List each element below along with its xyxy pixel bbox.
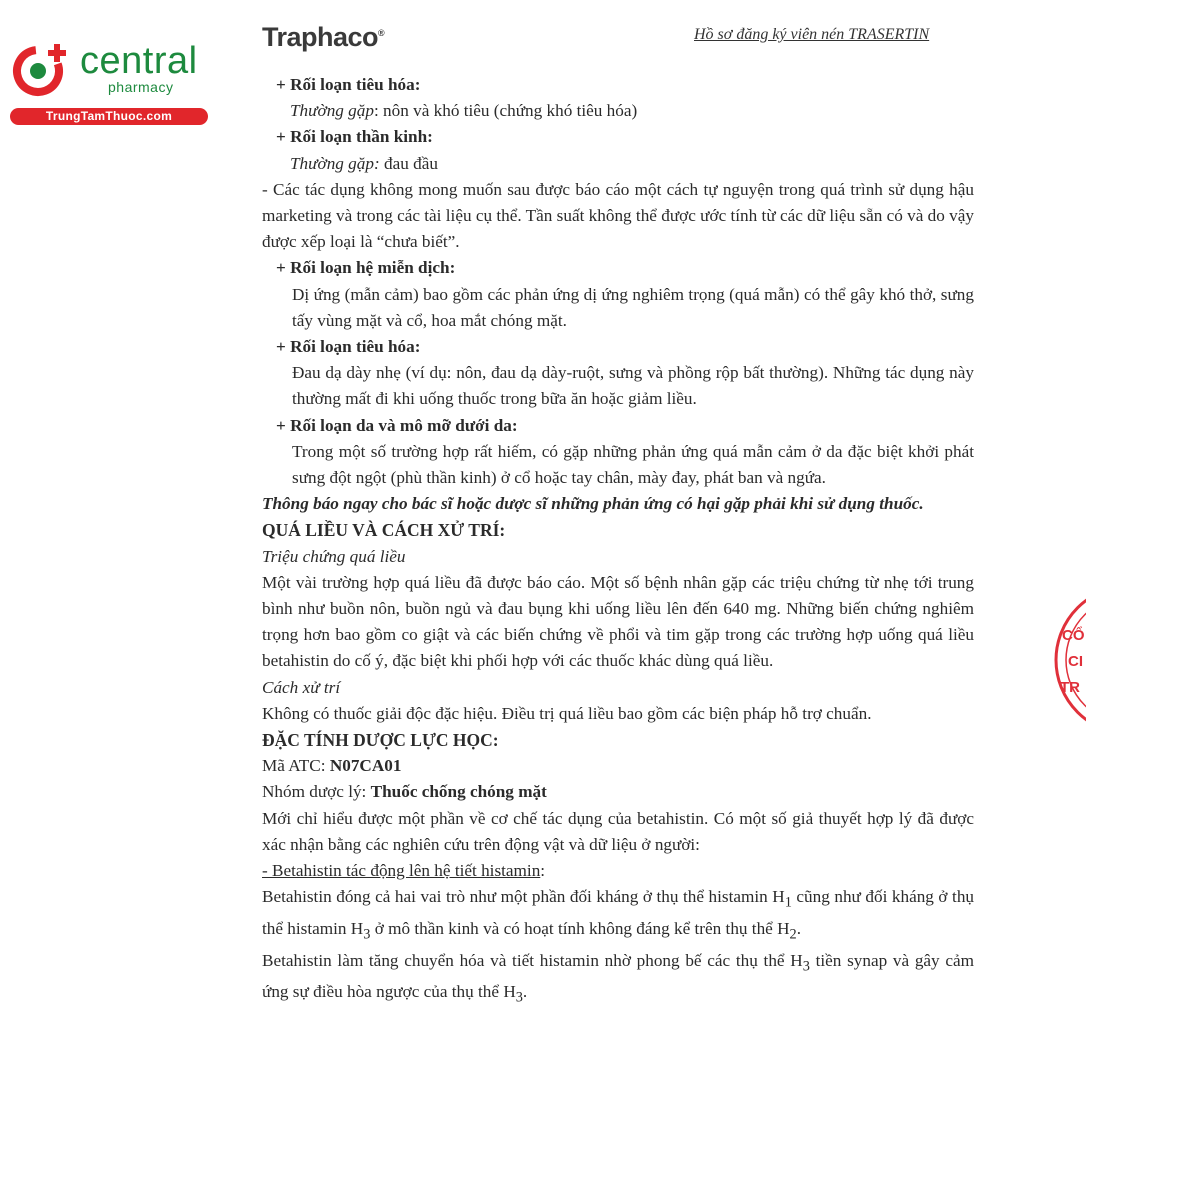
section-digestive-heading: + Rối loạn tiêu hóa: <box>276 75 421 94</box>
brand-title <box>262 22 384 53</box>
section-skin-text: Trong một số trường hợp rất hiếm, có gặp những phản ứng quá mẫn cảm ở da đặc biệt khởi phát sưng đột ngột (phù thần kinh) ở cổ hoặc tay chân, mày đay, phát ban và ngứa. <box>292 441 974 488</box>
subscript: 3 <box>802 958 810 975</box>
section-digestive2-text: Đau dạ dày nhẹ (ví dụ: nôn, đau dạ dày-ruột, sưng và phồng rộp bất thường). Những tác dụng này thường mất đi khi uống thuốc trong bữa ăn hoặc giảm liều. <box>292 363 974 409</box>
central-pharmacy-logo <box>10 38 215 138</box>
logo-text <box>80 40 198 95</box>
freq-text: : nôn và khó tiêu (chứng khó tiêu hóa) <box>373 101 638 121</box>
freq-text: đau đầu <box>379 153 438 173</box>
treatment-heading: Cách xử trí <box>262 677 341 697</box>
text-part: tiền synap và gây cảm ứng sự điều hòa ngược của thụ thể H <box>262 950 974 1002</box>
section-neuro-heading: + Rối loạn thần kinh: <box>276 127 433 147</box>
section-skin-heading: + Rối loạn da và mô mỡ dưới da: <box>276 415 518 435</box>
group-value: Thuốc chống chóng mặt <box>370 782 547 802</box>
section-immune-text: Dị ứng (mẫn cảm) bao gồm các phản ứng dị ứng nghiêm trọng (quá mẫn) có thể gây khó thở, sưng tấy vùng mặt và cổ, hoa mắt chóng mặt. <box>292 284 974 330</box>
brand-name: Traphaco <box>262 22 379 52</box>
stamp-fragment: TR <box>1060 679 1080 696</box>
section-neuro-text <box>262 151 974 177</box>
overdose-heading: QUÁ LIỀU VÀ CÁCH XỬ TRÍ: <box>262 520 506 541</box>
text-part: . <box>796 918 801 938</box>
pharmacy-cross-icon <box>10 38 72 100</box>
mechanism-text: Mới chỉ hiểu được một phần về cơ chế tác dụng của betahistin. Có một số giả thuyết hợp lý đã được xác nhận bằng các nghiên cứu trên động vật và dữ liệu ở người: <box>262 808 974 854</box>
section-digestive-text <box>262 98 974 124</box>
atc-code <box>262 753 974 779</box>
text-part: Betahistin đóng cả hai vai trò như một phần đối kháng ở thụ thể histamin H <box>262 887 785 907</box>
postmarketing-intro: - Các tác dụng không mong muốn sau được báo cáo một cách tự nguyện trong quá trình sử dụng hậu marketing và trong các tài liệu cụ thể. Tần suất không thể được ước tính từ các dữ liệu sẵn có và do vậy được xếp loại là “chưa biết”. <box>262 179 974 252</box>
notice-text: Thông báo ngay cho bác sĩ hoặc dược sĩ những phản ứng có hại gặp phải khi sử dụng thuốc. <box>262 494 924 514</box>
document-body <box>262 72 974 1011</box>
red-seal-stamp <box>1052 576 1086 744</box>
section-digestive2-heading: + Rối loạn tiêu hóa: <box>276 337 421 357</box>
text-part: ở mô thần kinh và có hoạt tính không đáng kể trên thụ thể H <box>370 918 790 938</box>
atc-label: Mã ATC: <box>262 756 330 776</box>
logo-name: central <box>80 40 198 82</box>
text-part: . <box>522 982 528 1002</box>
histamine-heading-text: - Betahistin tác động lên hệ tiết histamin <box>262 861 541 881</box>
subscript: 2 <box>789 926 797 943</box>
logo-url: TrungTamThuoc.com <box>10 108 208 125</box>
section-immune-heading: + Rối loạn hệ miễn dịch: <box>276 258 456 278</box>
text-part: Betahistin làm tăng chuyển hóa và tiết histamin nhờ phong bế các thụ thể H <box>262 950 803 970</box>
group-label: Nhóm dược lý: <box>262 782 371 802</box>
text-part: cũng như đối kháng ở thụ thể histamin H <box>262 887 975 938</box>
brand-mark: ® <box>378 28 385 38</box>
stamp-fragment: CI <box>1068 653 1083 670</box>
freq-label: Thường gặp: <box>290 153 380 173</box>
histamine-heading-colon: : <box>540 861 546 881</box>
logo-row <box>10 38 215 100</box>
pharmacodynamics-heading: ĐẶC TÍNH DƯỢC LỰC HỌC: <box>262 730 499 751</box>
histamine-paragraph-2 <box>262 948 974 1011</box>
pharmacologic-group <box>262 779 974 805</box>
treatment-text: Không có thuốc giải độc đặc hiệu. Điều trị quá liều bao gồm các biện pháp hỗ trợ chuẩn. <box>262 703 872 723</box>
stamp-graphic <box>1052 576 1086 744</box>
histamine-paragraph-1 <box>262 884 974 947</box>
overdose-symptoms-heading: Triệu chứng quá liều <box>262 546 406 566</box>
overdose-text: Một vài trường hợp quá liều đã được báo cáo. Một số bệnh nhân gặp các triệu chứng từ nhẹ tới trung bình như buồn nôn, buồn ngủ và đau bụng khi uống liều lên đến 640 mg. Những biến chứng nghiêm trọng hơn bao gồm co giật và các biến chứng về phổi và tim gặp trong các trường hợp uống quá liều betahistin do cố ý, đặc biệt khi phối hợp với các thuốc khác dùng quá liều. <box>262 572 974 671</box>
document-header: Hồ sơ đăng ký viên nén TRASERTIN <box>694 26 930 43</box>
logo-sub: pharmacy <box>108 79 174 95</box>
subscript: 3 <box>515 989 523 1006</box>
freq-label: Thường gặp <box>290 101 374 121</box>
histamine-heading <box>262 858 974 884</box>
subscript: 3 <box>363 926 371 943</box>
atc-value: N07CA01 <box>329 756 402 776</box>
subscript: 1 <box>784 894 792 911</box>
stamp-fragment: CỔ <box>1062 627 1085 644</box>
